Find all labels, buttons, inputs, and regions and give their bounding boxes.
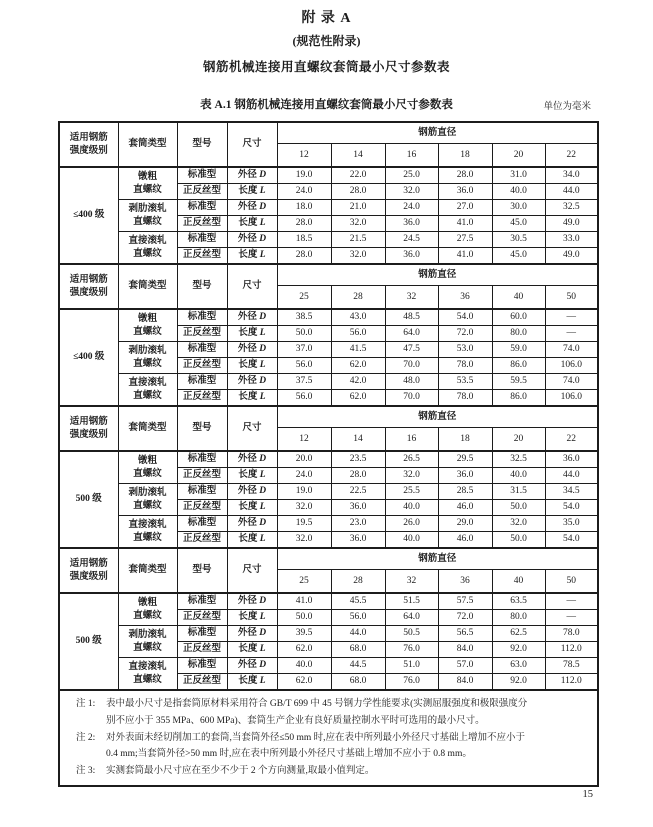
- column-header-diameter: 18: [438, 144, 492, 168]
- column-header-diameter: 32: [385, 286, 438, 310]
- value-cell: 41.0: [438, 248, 492, 265]
- dimension-cell: 长度 L: [227, 674, 277, 691]
- model-cell: 正反丝型: [177, 184, 227, 200]
- value-cell: 24.0: [277, 468, 331, 484]
- value-cell: 29.5: [438, 451, 492, 468]
- column-header-sleeve-type: 套筒类型: [118, 406, 177, 451]
- value-cell: 37.0: [277, 342, 331, 358]
- column-header-model: 型号: [177, 406, 227, 451]
- value-cell: 48.5: [385, 309, 438, 326]
- value-cell: 40.0: [277, 658, 331, 674]
- dimension-cell: 外径 D: [227, 342, 277, 358]
- value-cell: —: [545, 610, 598, 626]
- dimension-cell: 长度 L: [227, 642, 277, 658]
- value-cell: 40.0: [492, 184, 545, 200]
- value-cell: 72.0: [438, 326, 492, 342]
- note-label: 注 3:: [76, 766, 96, 777]
- value-cell: —: [545, 326, 598, 342]
- unit-label: 单位为毫米: [543, 102, 591, 112]
- value-cell: 25.5: [385, 484, 438, 500]
- dimension-cell: 外径 D: [227, 167, 277, 184]
- value-cell: 84.0: [438, 674, 492, 691]
- model-cell: 正反丝型: [177, 358, 227, 374]
- sleeve-type-cell: 镦粗 直螺纹: [118, 309, 177, 342]
- model-cell: 标准型: [177, 167, 227, 184]
- value-cell: 60.0: [492, 309, 545, 326]
- sleeve-type-cell: 直接滚轧 直螺纹: [118, 658, 177, 691]
- value-cell: 23.0: [331, 516, 385, 532]
- value-cell: 59.5: [492, 374, 545, 390]
- dimension-cell: 长度 L: [227, 216, 277, 232]
- sleeve-type-cell: 镦粗 直螺纹: [118, 451, 177, 484]
- value-cell: 32.0: [277, 532, 331, 549]
- value-cell: 26.0: [385, 516, 438, 532]
- value-cell: 62.0: [331, 390, 385, 407]
- appendix-subtitle: (规范性附录): [292, 34, 361, 48]
- value-cell: 45.0: [492, 216, 545, 232]
- table-notes-cell: [59, 690, 598, 786]
- dimension-cell: 外径 D: [227, 658, 277, 674]
- value-cell: 45.5: [331, 593, 385, 610]
- column-header-dimension: 尺寸: [227, 406, 277, 451]
- value-cell: 54.0: [545, 500, 598, 516]
- value-cell: 47.5: [385, 342, 438, 358]
- value-cell: 59.0: [492, 342, 545, 358]
- value-cell: 28.5: [438, 484, 492, 500]
- column-header-diameter: 40: [492, 570, 545, 594]
- value-cell: 36.0: [438, 184, 492, 200]
- column-header-dimension: 尺寸: [227, 264, 277, 309]
- column-header-strength: 适用钢筋 强度级别: [59, 122, 118, 167]
- value-cell: 57.0: [438, 658, 492, 674]
- value-cell: 50.0: [492, 500, 545, 516]
- sleeve-type-cell: 直接滚轧 直螺纹: [118, 374, 177, 407]
- column-header-sleeve-type: 套筒类型: [118, 122, 177, 167]
- value-cell: 40.0: [385, 500, 438, 516]
- value-cell: 30.0: [492, 200, 545, 216]
- title-block: [0, 0, 653, 75]
- strength-level-cell: ≤400 级: [59, 309, 118, 406]
- value-cell: 24.0: [385, 200, 438, 216]
- value-cell: 56.0: [331, 610, 385, 626]
- model-cell: 标准型: [177, 593, 227, 610]
- value-cell: 78.0: [438, 390, 492, 407]
- value-cell: 31.0: [492, 167, 545, 184]
- value-cell: 44.0: [331, 626, 385, 642]
- value-cell: 50.0: [277, 326, 331, 342]
- value-cell: 19.5: [277, 516, 331, 532]
- note-label: 注 1:: [76, 699, 96, 709]
- column-header-dimension: 尺寸: [227, 548, 277, 593]
- value-cell: 62.0: [331, 358, 385, 374]
- value-cell: 49.0: [545, 248, 598, 265]
- column-header-diameter: 14: [331, 144, 385, 168]
- value-cell: 76.0: [385, 674, 438, 691]
- value-cell: 36.0: [385, 216, 438, 232]
- value-cell: 72.0: [438, 610, 492, 626]
- column-header-model: 型号: [177, 122, 227, 167]
- value-cell: 106.0: [545, 390, 598, 407]
- dimension-cell: 外径 D: [227, 484, 277, 500]
- dimension-cell: 长度 L: [227, 468, 277, 484]
- value-cell: 112.0: [545, 642, 598, 658]
- column-header-diameter: 16: [385, 144, 438, 168]
- value-cell: 36.0: [438, 468, 492, 484]
- value-cell: 37.5: [277, 374, 331, 390]
- dimension-cell: 长度 L: [227, 390, 277, 407]
- dimension-cell: 长度 L: [227, 532, 277, 549]
- value-cell: 68.0: [331, 674, 385, 691]
- sleeve-type-cell: 镦粗 直螺纹: [118, 593, 177, 626]
- value-cell: 44.5: [331, 658, 385, 674]
- sleeve-type-cell: 剥肋滚轧 直螺纹: [118, 626, 177, 658]
- model-cell: 正反丝型: [177, 674, 227, 691]
- dimension-cell: 长度 L: [227, 326, 277, 342]
- value-cell: 106.0: [545, 358, 598, 374]
- value-cell: 53.0: [438, 342, 492, 358]
- column-header-diameter: 36: [438, 570, 492, 594]
- column-header-strength: 适用钢筋 强度级别: [59, 548, 118, 593]
- value-cell: 18.5: [277, 232, 331, 248]
- column-header-diameter: 20: [492, 144, 545, 168]
- model-cell: 正反丝型: [177, 326, 227, 342]
- value-cell: 32.0: [492, 516, 545, 532]
- value-cell: 27.5: [438, 232, 492, 248]
- sleeve-type-cell: 剥肋滚轧 直螺纹: [118, 200, 177, 232]
- value-cell: 70.0: [385, 390, 438, 407]
- value-cell: 84.0: [438, 642, 492, 658]
- value-cell: 36.0: [331, 532, 385, 549]
- model-cell: 标准型: [177, 232, 227, 248]
- value-cell: 26.5: [385, 451, 438, 468]
- value-cell: 18.0: [277, 200, 331, 216]
- value-cell: 32.0: [331, 248, 385, 265]
- value-cell: 49.0: [545, 216, 598, 232]
- dimension-cell: 外径 D: [227, 626, 277, 642]
- value-cell: 21.5: [331, 232, 385, 248]
- value-cell: 53.5: [438, 374, 492, 390]
- column-header-diameter: 50: [545, 286, 598, 310]
- value-cell: 32.5: [545, 200, 598, 216]
- value-cell: 54.0: [438, 309, 492, 326]
- column-header-diameter: 25: [277, 286, 331, 310]
- model-cell: 标准型: [177, 658, 227, 674]
- dimension-cell: 外径 D: [227, 451, 277, 468]
- value-cell: 34.5: [545, 484, 598, 500]
- dimension-cell: 外径 D: [227, 516, 277, 532]
- value-cell: 54.0: [545, 532, 598, 549]
- value-cell: 80.0: [492, 326, 545, 342]
- value-cell: 46.0: [438, 500, 492, 516]
- dimension-cell: 外径 D: [227, 309, 277, 326]
- value-cell: 56.0: [331, 326, 385, 342]
- value-cell: 24.0: [277, 184, 331, 200]
- value-cell: 34.0: [545, 167, 598, 184]
- value-cell: —: [545, 309, 598, 326]
- value-cell: 28.0: [331, 184, 385, 200]
- value-cell: 22.0: [331, 167, 385, 184]
- column-header-diameter: 50: [545, 570, 598, 594]
- model-cell: 正反丝型: [177, 468, 227, 484]
- model-cell: 正反丝型: [177, 390, 227, 407]
- value-cell: 63.5: [492, 593, 545, 610]
- column-header-diameter: 40: [492, 286, 545, 310]
- model-cell: 标准型: [177, 451, 227, 468]
- value-cell: 36.0: [385, 248, 438, 265]
- model-cell: 标准型: [177, 484, 227, 500]
- dimension-cell: 长度 L: [227, 610, 277, 626]
- value-cell: 78.0: [438, 358, 492, 374]
- value-cell: 24.5: [385, 232, 438, 248]
- column-header-diameter-group: 钢筋直径: [277, 406, 598, 428]
- value-cell: 23.5: [331, 451, 385, 468]
- column-header-diameter: 22: [545, 144, 598, 168]
- model-cell: 标准型: [177, 626, 227, 642]
- strength-level-cell: 500 级: [59, 593, 118, 690]
- dimension-cell: 长度 L: [227, 500, 277, 516]
- table-note: [76, 763, 587, 780]
- column-header-diameter-group: 钢筋直径: [277, 122, 598, 144]
- value-cell: 33.0: [545, 232, 598, 248]
- value-cell: 21.0: [331, 200, 385, 216]
- value-cell: 22.5: [331, 484, 385, 500]
- dimension-cell: 外径 D: [227, 232, 277, 248]
- value-cell: 36.0: [331, 500, 385, 516]
- sleeve-type-cell: 直接滚轧 直螺纹: [118, 516, 177, 549]
- strength-level-cell: 500 级: [59, 451, 118, 548]
- column-header-diameter: 36: [438, 286, 492, 310]
- value-cell: 46.0: [438, 532, 492, 549]
- column-header-diameter: 18: [438, 428, 492, 452]
- value-cell: 86.0: [492, 390, 545, 407]
- note-label: 注 2:: [76, 732, 96, 743]
- appendix-title: 附 录 A: [301, 11, 352, 26]
- sleeve-type-cell: 镦粗 直螺纹: [118, 167, 177, 200]
- value-cell: 35.0: [545, 516, 598, 532]
- model-cell: 标准型: [177, 309, 227, 326]
- column-header-diameter: 12: [277, 144, 331, 168]
- value-cell: 45.0: [492, 248, 545, 265]
- value-cell: 19.0: [277, 167, 331, 184]
- value-cell: 28.0: [277, 248, 331, 265]
- value-cell: 43.0: [331, 309, 385, 326]
- strength-level-cell: ≤400 级: [59, 167, 118, 264]
- column-header-diameter: 28: [331, 286, 385, 310]
- value-cell: 56.0: [277, 358, 331, 374]
- value-cell: 56.0: [277, 390, 331, 407]
- value-cell: 68.0: [331, 642, 385, 658]
- value-cell: 40.0: [385, 532, 438, 549]
- value-cell: 50.0: [277, 610, 331, 626]
- value-cell: 78.0: [545, 626, 598, 642]
- value-cell: 38.5: [277, 309, 331, 326]
- value-cell: —: [545, 593, 598, 610]
- note-text: 表中最小尺寸是指套筒原材料采用符合 GB/T 699 中 45 号钢力学性能要求(实测屈服强度和极限强度分 别不应小于 355 MPa、600 MPa)、套筒生产企业有良好质量控制水平时可选用的最小尺寸。: [106, 699, 528, 726]
- column-header-diameter: 14: [331, 428, 385, 452]
- model-cell: 标准型: [177, 200, 227, 216]
- value-cell: 74.0: [545, 342, 598, 358]
- value-cell: 48.0: [385, 374, 438, 390]
- column-header-diameter: 32: [385, 570, 438, 594]
- value-cell: 28.0: [438, 167, 492, 184]
- value-cell: 28.0: [277, 216, 331, 232]
- model-cell: 标准型: [177, 516, 227, 532]
- value-cell: 41.0: [277, 593, 331, 610]
- value-cell: 56.5: [438, 626, 492, 642]
- value-cell: 62.0: [277, 674, 331, 691]
- value-cell: 32.0: [385, 468, 438, 484]
- value-cell: 44.0: [545, 184, 598, 200]
- model-cell: 正反丝型: [177, 216, 227, 232]
- value-cell: 78.5: [545, 658, 598, 674]
- model-cell: 正反丝型: [177, 642, 227, 658]
- value-cell: 50.5: [385, 626, 438, 642]
- value-cell: 27.0: [438, 200, 492, 216]
- table-note: [76, 696, 587, 730]
- model-cell: 正反丝型: [177, 532, 227, 549]
- caption-row: [0, 96, 653, 112]
- dimension-cell: 外径 D: [227, 593, 277, 610]
- value-cell: 86.0: [492, 358, 545, 374]
- value-cell: 41.5: [331, 342, 385, 358]
- value-cell: 51.0: [385, 658, 438, 674]
- sleeve-type-cell: 剥肋滚轧 直螺纹: [118, 342, 177, 374]
- column-header-diameter: 28: [331, 570, 385, 594]
- column-header-diameter: 25: [277, 570, 331, 594]
- model-cell: 正反丝型: [177, 248, 227, 265]
- sleeve-type-cell: 剥肋滚轧 直螺纹: [118, 484, 177, 516]
- value-cell: 20.0: [277, 451, 331, 468]
- value-cell: 25.0: [385, 167, 438, 184]
- column-header-sleeve-type: 套筒类型: [118, 264, 177, 309]
- value-cell: 36.0: [545, 451, 598, 468]
- value-cell: 40.0: [492, 468, 545, 484]
- value-cell: 76.0: [385, 642, 438, 658]
- column-header-strength: 适用钢筋 强度级别: [59, 406, 118, 451]
- sleeve-type-cell: 直接滚轧 直螺纹: [118, 232, 177, 265]
- column-header-strength: 适用钢筋 强度级别: [59, 264, 118, 309]
- appendix-heading: 钢筋机械连接用直螺纹套筒最小尺寸参数表: [202, 60, 450, 74]
- value-cell: 32.0: [331, 216, 385, 232]
- value-cell: 62.0: [277, 642, 331, 658]
- model-cell: 标准型: [177, 374, 227, 390]
- value-cell: 92.0: [492, 642, 545, 658]
- dimension-cell: 外径 D: [227, 374, 277, 390]
- column-header-diameter-group: 钢筋直径: [277, 264, 598, 286]
- column-header-sleeve-type: 套筒类型: [118, 548, 177, 593]
- value-cell: 32.0: [385, 184, 438, 200]
- dimension-cell: 长度 L: [227, 358, 277, 374]
- parameter-table: [58, 121, 599, 787]
- value-cell: 50.0: [492, 532, 545, 549]
- dimension-cell: 外径 D: [227, 200, 277, 216]
- value-cell: 42.0: [331, 374, 385, 390]
- value-cell: 28.0: [331, 468, 385, 484]
- column-header-diameter: 16: [385, 428, 438, 452]
- value-cell: 29.0: [438, 516, 492, 532]
- model-cell: 标准型: [177, 342, 227, 358]
- model-cell: 正反丝型: [177, 610, 227, 626]
- value-cell: 62.5: [492, 626, 545, 642]
- column-header-model: 型号: [177, 548, 227, 593]
- value-cell: 39.5: [277, 626, 331, 642]
- value-cell: 92.0: [492, 674, 545, 691]
- column-header-diameter: 22: [545, 428, 598, 452]
- value-cell: 112.0: [545, 674, 598, 691]
- column-header-model: 型号: [177, 264, 227, 309]
- value-cell: 44.0: [545, 468, 598, 484]
- value-cell: 32.5: [492, 451, 545, 468]
- column-header-dimension: 尺寸: [227, 122, 277, 167]
- value-cell: 70.0: [385, 358, 438, 374]
- page-number: 15: [582, 789, 593, 800]
- note-text: 实测套筒最小尺寸应在至少不少于 2 个方向测量,取最小值判定。: [106, 766, 375, 777]
- value-cell: 31.5: [492, 484, 545, 500]
- table-note: [76, 730, 587, 764]
- table-caption: 表 A.1 钢筋机械连接用直螺纹套筒最小尺寸参数表: [200, 99, 453, 111]
- note-text: 对外表面未经切削加工的套筒,当套筒外径≤50 mm 时,应在表中所列最小外径尺寸基础上增加不应小于 0.4 mm;当套筒外径>50 mm 时,应在表中所列最小外径尺寸基础上增加不应小于 0.8 mm。: [106, 732, 525, 760]
- value-cell: 51.5: [385, 593, 438, 610]
- model-cell: 正反丝型: [177, 500, 227, 516]
- value-cell: 64.0: [385, 610, 438, 626]
- value-cell: 57.5: [438, 593, 492, 610]
- column-header-diameter-group: 钢筋直径: [277, 548, 598, 570]
- value-cell: 32.0: [277, 500, 331, 516]
- column-header-diameter: 12: [277, 428, 331, 452]
- value-cell: 63.0: [492, 658, 545, 674]
- value-cell: 41.0: [438, 216, 492, 232]
- value-cell: 30.5: [492, 232, 545, 248]
- value-cell: 19.0: [277, 484, 331, 500]
- value-cell: 64.0: [385, 326, 438, 342]
- value-cell: 74.0: [545, 374, 598, 390]
- dimension-cell: 长度 L: [227, 248, 277, 265]
- dimension-cell: 长度 L: [227, 184, 277, 200]
- value-cell: 80.0: [492, 610, 545, 626]
- column-header-diameter: 20: [492, 428, 545, 452]
